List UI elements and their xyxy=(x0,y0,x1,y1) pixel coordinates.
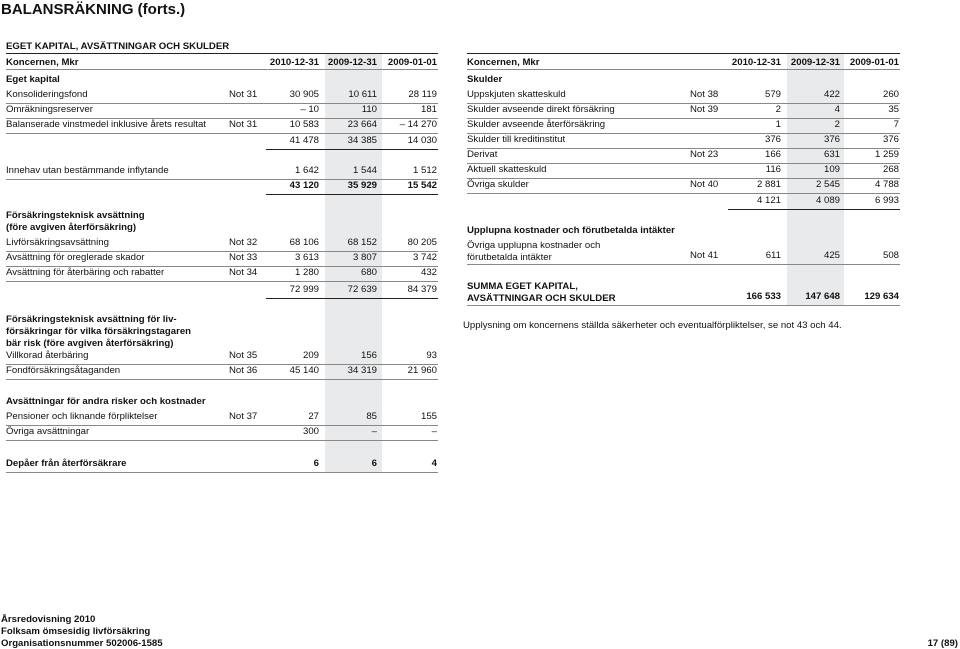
note-reference: Not 41 xyxy=(690,250,719,261)
value-cell: – xyxy=(371,426,377,437)
value-cell: – xyxy=(431,426,437,437)
section-title: Avsättningar för andra risker och kostnader xyxy=(6,396,206,407)
value-cell: 181 xyxy=(420,104,437,115)
value-cell: 2 xyxy=(834,119,840,130)
value-cell: 611 xyxy=(765,250,781,261)
row-label: Aktuell skatteskuld xyxy=(467,164,547,175)
value-cell: 260 xyxy=(882,89,899,100)
footer-org-number: Organisationsnummer 502006-1585 xyxy=(1,638,163,649)
value-cell: 432 xyxy=(420,267,437,278)
row-rule xyxy=(6,472,438,473)
value-cell: 166 533 xyxy=(746,291,781,302)
value-cell: – 10 xyxy=(300,104,319,115)
value-cell: 10 583 xyxy=(289,119,319,130)
value-cell: 579 xyxy=(764,89,781,100)
subtotal-cell: 4 121 xyxy=(756,195,781,206)
row-rule xyxy=(467,305,900,306)
row-label: SUMMA EGET KAPITAL, AVSÄTTNINGAR OCH SKULDER xyxy=(467,281,616,304)
value-cell: 85 xyxy=(366,411,377,422)
section-title: Upplupna kostnader och förutbetalda intäkter xyxy=(467,225,675,236)
row-label: Avsättning för återbäring och rabatter xyxy=(6,267,165,278)
row-label: Fondförsäkringsåtaganden xyxy=(6,365,121,376)
value-cell: 508 xyxy=(882,250,899,261)
column-header-date: 2010-12-31 xyxy=(731,57,781,68)
value-cell: 166 xyxy=(764,149,781,160)
row-rule xyxy=(6,133,438,134)
section-title: Försäkringsteknisk avsättning för liv- försäkringar för vilka försäkringstagaren bär risk (före avgiven återförsäkring) xyxy=(6,314,192,349)
subtotal-cell: 35 929 xyxy=(347,180,377,191)
note-reference: Not 36 xyxy=(229,365,258,376)
row-label: Innehav utan bestämmande inflytande xyxy=(6,165,169,176)
row-rule xyxy=(6,379,438,380)
note-reference: Not 31 xyxy=(229,89,258,100)
row-label: Derivat xyxy=(467,149,498,160)
row-label: Villkorad återbäring xyxy=(6,350,89,361)
footer-report-title: Årsredovisning 2010 xyxy=(1,614,96,625)
value-cell: 4 788 xyxy=(874,179,899,190)
value-cell: 376 xyxy=(882,134,899,145)
left-heading: EGET KAPITAL, AVSÄTTNINGAR OCH SKULDER xyxy=(6,41,230,52)
note-reference: Not 33 xyxy=(229,252,258,263)
note-reference: Not 39 xyxy=(690,104,719,115)
note-reference: Not 38 xyxy=(690,89,719,100)
row-label: Uppskjuten skatteskuld xyxy=(467,89,566,100)
section-title: Försäkringsteknisk avsättning (före avgiven återförsäkring) xyxy=(6,210,145,233)
row-label: Skulder avseende återförsäkring xyxy=(467,119,606,130)
value-cell: 268 xyxy=(882,164,899,175)
value-cell: 209 xyxy=(302,350,319,361)
row-label: Balanserade vinstmedel inklusive årets resultat xyxy=(6,119,206,130)
subtotal-cell: 6 993 xyxy=(874,195,899,206)
row-rule xyxy=(467,193,900,194)
value-cell: 1 xyxy=(775,119,781,130)
row-rule xyxy=(6,281,438,282)
row-label: Pensioner och liknande förpliktelser xyxy=(6,411,158,422)
value-cell: 129 634 xyxy=(864,291,899,302)
value-cell: 30 905 xyxy=(289,89,319,100)
subtotal-rule xyxy=(266,298,438,299)
note-reference: Not 31 xyxy=(229,119,258,130)
subtotal-cell: 43 120 xyxy=(289,180,319,191)
row-label: Livförsäkringsavsättning xyxy=(6,237,109,248)
value-cell: 35 xyxy=(888,104,899,115)
value-cell: 2 881 xyxy=(756,179,781,190)
collateral-note: Upplysning om koncernens ställda säkerheter och eventualförpliktelser, se not 43 och 44. xyxy=(463,320,842,331)
subtotal-cell: 41 478 xyxy=(289,135,319,146)
row-label: Skulder till kreditinstitut xyxy=(467,134,566,145)
row-label: Övriga avsättningar xyxy=(6,426,90,437)
note-reference: Not 34 xyxy=(229,267,258,278)
value-cell: 93 xyxy=(426,350,437,361)
value-cell: 422 xyxy=(823,89,840,100)
subtotal-cell: 72 639 xyxy=(347,284,377,295)
value-cell: – 14 270 xyxy=(399,119,437,130)
value-cell: 21 960 xyxy=(407,365,437,376)
row-label: Skulder avseende direkt försäkring xyxy=(467,104,615,115)
value-cell: 23 664 xyxy=(347,119,377,130)
column-header-date: 2010-12-31 xyxy=(269,57,319,68)
subtotal-cell: 72 999 xyxy=(289,284,319,295)
column-header-label: Koncernen, Mkr xyxy=(467,57,540,68)
value-cell: 1 280 xyxy=(294,267,319,278)
note-reference: Not 32 xyxy=(229,237,258,248)
value-cell: 156 xyxy=(360,350,377,361)
column-header-label: Koncernen, Mkr xyxy=(6,57,79,68)
value-cell: 1 512 xyxy=(412,165,437,176)
footer-page-number: 17 (89) xyxy=(927,638,958,649)
value-cell: 680 xyxy=(360,267,377,278)
header-top-rule xyxy=(6,53,438,54)
value-cell: 425 xyxy=(823,250,840,261)
header-bottom-rule xyxy=(467,69,900,70)
row-label: Depåer från återförsäkrare xyxy=(6,458,127,469)
value-cell: 6 xyxy=(313,458,319,469)
value-cell: 68 152 xyxy=(347,237,377,248)
value-cell: 1 642 xyxy=(294,165,319,176)
subtotal-cell: 15 542 xyxy=(407,180,437,191)
note-reference: Not 40 xyxy=(690,179,719,190)
note-reference: Not 35 xyxy=(229,350,258,361)
subtotal-cell: 4 089 xyxy=(815,195,840,206)
subtotal-rule xyxy=(266,149,438,150)
row-label: Omräkningsreserver xyxy=(6,104,93,115)
value-cell: 376 xyxy=(764,134,781,145)
column-header-date: 2009-01-01 xyxy=(387,57,437,68)
value-cell: 27 xyxy=(308,411,319,422)
value-cell: 3 613 xyxy=(294,252,319,263)
subtotal-rule xyxy=(728,209,900,210)
value-cell: 4 xyxy=(834,104,840,115)
value-cell: 1 259 xyxy=(874,149,899,160)
value-cell: 34 319 xyxy=(347,365,377,376)
row-rule xyxy=(467,264,900,265)
subtotal-rule xyxy=(266,194,438,195)
row-rule xyxy=(6,440,438,441)
subtotal-cell: 84 379 xyxy=(407,284,437,295)
column-header-date: 2009-12-31 xyxy=(327,57,377,68)
row-label: Övriga upplupna kostnader och förutbetalda intäkter xyxy=(467,240,601,263)
value-cell: 80 205 xyxy=(407,237,437,248)
section-title: Eget kapital xyxy=(6,74,60,85)
row-label: Avsättning för oreglerade skador xyxy=(6,252,145,263)
note-reference: Not 23 xyxy=(690,149,719,160)
section-title: Skulder xyxy=(467,74,503,85)
header-top-rule xyxy=(467,53,900,54)
value-cell: 110 xyxy=(361,104,377,115)
column-header-date: 2009-01-01 xyxy=(849,57,899,68)
value-cell: 116 xyxy=(765,164,781,175)
value-cell: 68 106 xyxy=(289,237,319,248)
value-cell: 376 xyxy=(823,134,840,145)
value-cell: 3 742 xyxy=(412,252,437,263)
value-cell: 109 xyxy=(823,164,840,175)
subtotal-cell: 14 030 xyxy=(407,135,437,146)
page-title: BALANSRÄKNING (forts.) xyxy=(1,1,186,18)
footer-company: Folksam ömsesidig livförsäkring xyxy=(1,626,151,637)
value-cell: 300 xyxy=(302,426,319,437)
value-cell: 10 611 xyxy=(348,89,377,100)
value-cell: 1 544 xyxy=(352,165,377,176)
value-cell: 2 545 xyxy=(815,179,840,190)
row-label: Konsolideringsfond xyxy=(6,89,88,100)
value-cell: 45 140 xyxy=(289,365,319,376)
subtotal-cell: 34 385 xyxy=(347,135,377,146)
note-reference: Not 37 xyxy=(229,411,258,422)
column-header-date: 2009-12-31 xyxy=(790,57,840,68)
value-cell: 631 xyxy=(823,149,840,160)
value-cell: 4 xyxy=(431,458,437,469)
value-cell: 6 xyxy=(371,458,377,469)
value-cell: 3 807 xyxy=(352,252,377,263)
value-cell: 155 xyxy=(420,411,437,422)
value-cell: 28 119 xyxy=(408,89,437,100)
header-bottom-rule xyxy=(6,69,438,70)
row-label: Övriga skulder xyxy=(467,179,529,190)
value-cell: 2 xyxy=(775,104,781,115)
value-cell: 147 648 xyxy=(805,291,840,302)
value-cell: 7 xyxy=(893,119,899,130)
